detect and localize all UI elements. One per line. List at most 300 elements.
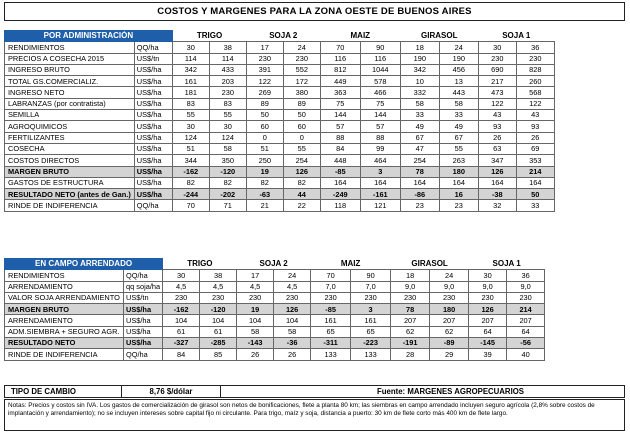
row-label: ARRENDAMIENTO [5,315,124,326]
row-unit: US$/ha [134,143,172,154]
row-label: RINDE DE INDIFERENCIA [5,349,124,360]
cell-value: 230 [478,53,516,64]
table-row [5,132,555,143]
cell-value: 332 [400,87,439,98]
cell-value: 207 [391,315,430,326]
cell-value: 466 [360,87,400,98]
cell-value: 57 [320,121,360,132]
cell-value: 26 [478,132,516,143]
cell-value: -244 [172,189,209,200]
row-unit: US$/ha [124,326,163,337]
cell-value: 568 [516,87,554,98]
row-label: ADM.SIEMBRA + SEGURO AGR. [5,326,124,337]
cell-value: 217 [478,76,516,87]
cell-value: 3 [360,166,400,177]
cell-value: 49 [439,121,478,132]
row-unit: US$/ha [134,177,172,188]
cell-value: 230 [237,292,274,303]
cell-value: 71 [209,200,246,211]
table-row [5,270,545,281]
cell-value: 78 [400,166,439,177]
cell-value: 214 [516,166,554,177]
cell-value: 578 [360,76,400,87]
cell-value: 62 [391,326,430,337]
exchange-unit: $/dólar [166,387,193,396]
cell-value: 19 [237,304,274,315]
cell-value: -202 [209,189,246,200]
row-label: INGRESO NETO [5,87,135,98]
cell-value: 164 [360,177,400,188]
crop-header: SOJA 1 [469,259,545,270]
row-unit: US$/ha [134,87,172,98]
row-unit: US$/ha [134,64,172,75]
cell-value: 114 [209,53,246,64]
cell-value: 36 [516,42,554,53]
cell-value: 18 [391,270,430,281]
cell-value: 230 [209,87,246,98]
cell-value: 363 [320,87,360,98]
row-unit: QQ/ha [134,200,172,211]
cell-value: 122 [246,76,283,87]
table-row [5,315,545,326]
cell-value: 47 [400,143,439,154]
cell-value: 51 [246,143,283,154]
cell-value: -249 [320,189,360,200]
cell-value: 122 [516,98,554,109]
cell-value: 391 [246,64,283,75]
section-label: EN CAMPO ARRENDADO [5,259,163,270]
table-row [5,42,555,53]
cell-value: 190 [400,53,439,64]
row-label: TOTAL GS.COMERCIALIZ. [5,76,135,87]
cell-value: 30 [209,121,246,132]
cell-value: 64 [469,326,507,337]
cell-value: 443 [439,87,478,98]
table-row [5,166,555,177]
rent-table [4,258,545,361]
cell-value: 230 [274,292,311,303]
exchange-value: 8,76 [149,387,165,396]
exchange-value-box [121,386,221,397]
cell-value: 99 [360,143,400,154]
row-label: FERTILIZANTES [5,132,135,143]
cell-value: 207 [469,315,507,326]
cell-value: 9,0 [430,281,469,292]
table-row [5,143,555,154]
cell-value: 58 [209,143,246,154]
cell-value: 84 [163,349,200,360]
cell-value: 353 [516,155,554,166]
cell-value: 9,0 [469,281,507,292]
cell-value: 44 [283,189,320,200]
cell-value: 49 [400,121,439,132]
cell-value: 263 [439,155,478,166]
crop-header: GIRASOL [400,31,478,42]
cell-value: 33 [439,110,478,121]
cell-value: 50 [246,110,283,121]
cell-value: 93 [478,121,516,132]
cell-value: 88 [360,132,400,143]
cell-value: 118 [320,200,360,211]
row-label: COSTOS DIRECTOS [5,155,135,166]
crop-header: SOJA 2 [246,31,320,42]
row-label: COSECHA [5,143,135,154]
cell-value: 4,5 [274,281,311,292]
exchange-label: TIPO DE CAMBIO [11,387,76,396]
cell-value: 124 [209,132,246,143]
section-label: POR ADMINISTRACIÓN [5,31,173,42]
cell-value: 58 [274,326,311,337]
cell-value: 203 [209,76,246,87]
row-label: LABRANZAS (por contratista) [5,98,135,109]
cell-value: 190 [439,53,478,64]
cell-value: 133 [311,349,351,360]
cell-value: -85 [311,304,351,315]
row-unit: US$/ha [134,98,172,109]
notes: Notas: Precios y costos sin IVA. Los gastos de comercialización de girasol son netos de bonificaciones, flete a planta 80 km; las siembras en campo arrendado incluyen seguro agrícola (2,8% sobre costos de implantación y arrendamiento); no se incluyen intereses sobre capital fijo ni circulante. Para trigo, maíz y soja, distancia a puerto: 30 km de flete corto más 400 km de flete largo. [4,399,625,431]
cell-value: 124 [172,132,209,143]
cell-value: -327 [163,338,200,349]
cell-value: 62 [430,326,469,337]
cell-value: 64 [507,326,545,337]
cell-value: 828 [516,64,554,75]
row-label: VALOR SOJA ARRENDAMIENTO [5,292,124,303]
table-row [5,281,545,292]
row-label: RENDIMIENTOS [5,270,124,281]
cell-value: 260 [516,76,554,87]
cell-value: 269 [246,87,283,98]
cell-value: 33 [516,200,554,211]
cell-value: 0 [246,132,283,143]
cell-value: -56 [507,338,545,349]
cell-value: 24 [283,42,320,53]
cell-value: 90 [351,270,391,281]
cell-value: -161 [360,189,400,200]
cell-value: 380 [283,87,320,98]
row-label: SEMILLA [5,110,135,121]
table-row [5,292,545,303]
cell-value: 812 [320,64,360,75]
cell-value: 57 [360,121,400,132]
cell-value: 3 [351,304,391,315]
cell-value: 7,0 [311,281,351,292]
cell-value: 344 [172,155,209,166]
cell-value: 82 [172,177,209,188]
row-unit: US$/ha [124,304,163,315]
crop-header: TRIGO [172,31,246,42]
cell-value: -120 [209,166,246,177]
cell-value: 93 [516,121,554,132]
cell-value: 9,0 [391,281,430,292]
cell-value: 30 [172,121,209,132]
cell-value: -85 [320,166,360,177]
section-header [5,259,545,270]
cell-value: 78 [391,304,430,315]
cell-value: 60 [283,121,320,132]
cell-value: 172 [283,76,320,87]
cell-value: 230 [430,292,469,303]
row-label: PRECIOS A COSECHA 2015 [5,53,135,64]
row-label: RESULTADO NETO [5,338,124,349]
cell-value: 144 [360,110,400,121]
cell-value: -36 [274,338,311,349]
row-unit: US$/ha [134,132,172,143]
cell-value: 456 [439,64,478,75]
table-row [5,304,545,315]
cell-value: 21 [246,200,283,211]
cell-value: 26 [274,349,311,360]
cell-value: -86 [400,189,439,200]
source-text: Fuente: MARGENES AGROPECUARIOS [377,387,524,396]
cell-value: 55 [172,110,209,121]
row-unit: US$/ha [134,166,172,177]
cell-value: -120 [200,304,237,315]
cell-value: 161 [351,315,391,326]
cell-value: 230 [507,292,545,303]
cell-value: 350 [209,155,246,166]
cell-value: 17 [237,270,274,281]
row-label: GASTOS DE ESTRUCTURA [5,177,135,188]
table-row [5,64,555,75]
row-unit: US$/ha [134,155,172,166]
cell-value: 89 [283,98,320,109]
cell-value: 23 [439,200,478,211]
cell-value: 448 [320,155,360,166]
cell-value: 1044 [360,64,400,75]
cell-value: 24 [274,270,311,281]
cell-value: 180 [430,304,469,315]
cell-value: 116 [360,53,400,64]
cell-value: 347 [478,155,516,166]
cell-value: 126 [274,304,311,315]
cell-value: 38 [209,42,246,53]
cell-value: 164 [516,177,554,188]
cell-value: 121 [360,200,400,211]
cell-value: 214 [507,304,545,315]
cell-value: -63 [246,189,283,200]
row-unit: US$/ha [134,110,172,121]
cell-value: 84 [320,143,360,154]
table-row [5,349,545,360]
cell-value: 55 [209,110,246,121]
crop-header: MAIZ [320,31,400,42]
cell-value: 10 [400,76,439,87]
cell-value: 104 [200,315,237,326]
cell-value: 230 [311,292,351,303]
page-title: COSTOS Y MARGENES PARA LA ZONA OESTE DE BUENOS AIRES [4,2,625,21]
cell-value: 55 [439,143,478,154]
cell-value: 4,5 [237,281,274,292]
cell-value: 85 [200,349,237,360]
cell-value: 552 [283,64,320,75]
row-label: INGRESO BRUTO [5,64,135,75]
admin-table [4,30,555,212]
cell-value: 55 [283,143,320,154]
cell-value: 50 [283,110,320,121]
cell-value: 43 [478,110,516,121]
cell-value: 104 [274,315,311,326]
cell-value: 4,5 [200,281,237,292]
cell-value: 342 [400,64,439,75]
cell-value: 60 [246,121,283,132]
cell-value: 58 [400,98,439,109]
row-unit: US$/ha [134,76,172,87]
cell-value: 126 [478,166,516,177]
cell-value: 254 [400,155,439,166]
cell-value: 36 [507,270,545,281]
cell-value: 104 [237,315,274,326]
cell-value: 18 [400,42,439,53]
cell-value: 13 [439,76,478,87]
table-row [5,177,555,188]
row-unit: US$/ha [124,315,163,326]
cell-value: 30 [469,270,507,281]
row-label: RESULTADO NETO (antes de Gan.) [5,189,135,200]
cell-value: 449 [320,76,360,87]
table-row [5,76,555,87]
cell-value: -285 [200,338,237,349]
cell-value: 88 [320,132,360,143]
cell-value: 0 [283,132,320,143]
table-row [5,200,555,211]
row-label: ARRENDAMIENTO [5,281,124,292]
cell-value: 58 [237,326,274,337]
cell-value: 16 [439,189,478,200]
cell-value: 40 [507,349,545,360]
cell-value: 28 [391,349,430,360]
cell-value: 464 [360,155,400,166]
cell-value: 116 [320,53,360,64]
cell-value: 181 [172,87,209,98]
cell-value: 32 [478,200,516,211]
cell-value: 24 [439,42,478,53]
cell-value: 230 [200,292,237,303]
cell-value: 17 [246,42,283,53]
cell-value: 24 [430,270,469,281]
cell-value: 61 [163,326,200,337]
cell-value: 9,0 [507,281,545,292]
row-unit: US$/ha [124,338,163,349]
row-unit: US$/ha [134,189,172,200]
cell-value: 83 [172,98,209,109]
cell-value: -191 [391,338,430,349]
cell-value: 43 [516,110,554,121]
cell-value: -89 [430,338,469,349]
cell-value: 50 [516,189,554,200]
table-row [5,110,555,121]
cell-value: 164 [478,177,516,188]
crop-header: SOJA 2 [237,259,311,270]
cell-value: 207 [507,315,545,326]
cell-value: 39 [469,349,507,360]
crop-header: SOJA 1 [478,31,554,42]
cell-value: 33 [400,110,439,121]
cell-value: 161 [172,76,209,87]
cell-value: 690 [478,64,516,75]
table-row [5,155,555,166]
row-unit: US$/tn [124,292,163,303]
cell-value: 26 [237,349,274,360]
cell-value: 433 [209,64,246,75]
cell-value: 254 [283,155,320,166]
crop-header: GIRASOL [391,259,469,270]
table-row [5,189,555,200]
row-unit: US$/ha [134,121,172,132]
cell-value: -162 [163,304,200,315]
cell-value: 230 [351,292,391,303]
cell-value: 473 [478,87,516,98]
row-label: RINDE DE INDIFERENCIA [5,200,135,211]
cell-value: 207 [430,315,469,326]
row-unit: US$/tn [134,53,172,64]
cell-value: 230 [391,292,430,303]
cell-value: 22 [283,200,320,211]
cell-value: 65 [311,326,351,337]
cell-value: 63 [478,143,516,154]
cell-value: 161 [311,315,351,326]
cell-value: 230 [516,53,554,64]
cell-value: 164 [320,177,360,188]
cell-value: 70 [320,42,360,53]
crop-header: MAIZ [311,259,391,270]
table-row [5,98,555,109]
cell-value: 61 [200,326,237,337]
cell-value: 342 [172,64,209,75]
cell-value: -223 [351,338,391,349]
cell-value: 104 [163,315,200,326]
cell-value: -145 [469,338,507,349]
cell-value: 51 [172,143,209,154]
cell-value: 114 [172,53,209,64]
section-header [5,31,555,42]
cell-value: 75 [320,98,360,109]
cell-value: 164 [439,177,478,188]
cell-value: 230 [469,292,507,303]
cell-value: 26 [516,132,554,143]
cell-value: -162 [172,166,209,177]
cell-value: 30 [163,270,200,281]
cell-value: 23 [400,200,439,211]
cell-value: 30 [478,42,516,53]
table-row [5,53,555,64]
cell-value: -311 [311,338,351,349]
row-unit: qq soja/ha [124,281,163,292]
table-row [5,338,545,349]
row-label: MARGEN BRUTO [5,166,135,177]
cell-value: 133 [351,349,391,360]
cell-value: 180 [439,166,478,177]
cell-value: 82 [209,177,246,188]
cell-value: 250 [246,155,283,166]
cell-value: 65 [351,326,391,337]
cell-value: 90 [360,42,400,53]
table-row [5,87,555,98]
row-label: RENDIMIENTOS [5,42,135,53]
cell-value: 67 [439,132,478,143]
cell-value: 82 [283,177,320,188]
cell-value: 83 [209,98,246,109]
cell-value: 29 [430,349,469,360]
cell-value: 67 [400,132,439,143]
cell-value: 126 [283,166,320,177]
cell-value: 82 [246,177,283,188]
cell-value: 70 [172,200,209,211]
row-label: AGROQUIMICOS [5,121,135,132]
cell-value: 30 [172,42,209,53]
table-row [5,121,555,132]
cell-value: -38 [478,189,516,200]
crop-header: TRIGO [163,259,237,270]
